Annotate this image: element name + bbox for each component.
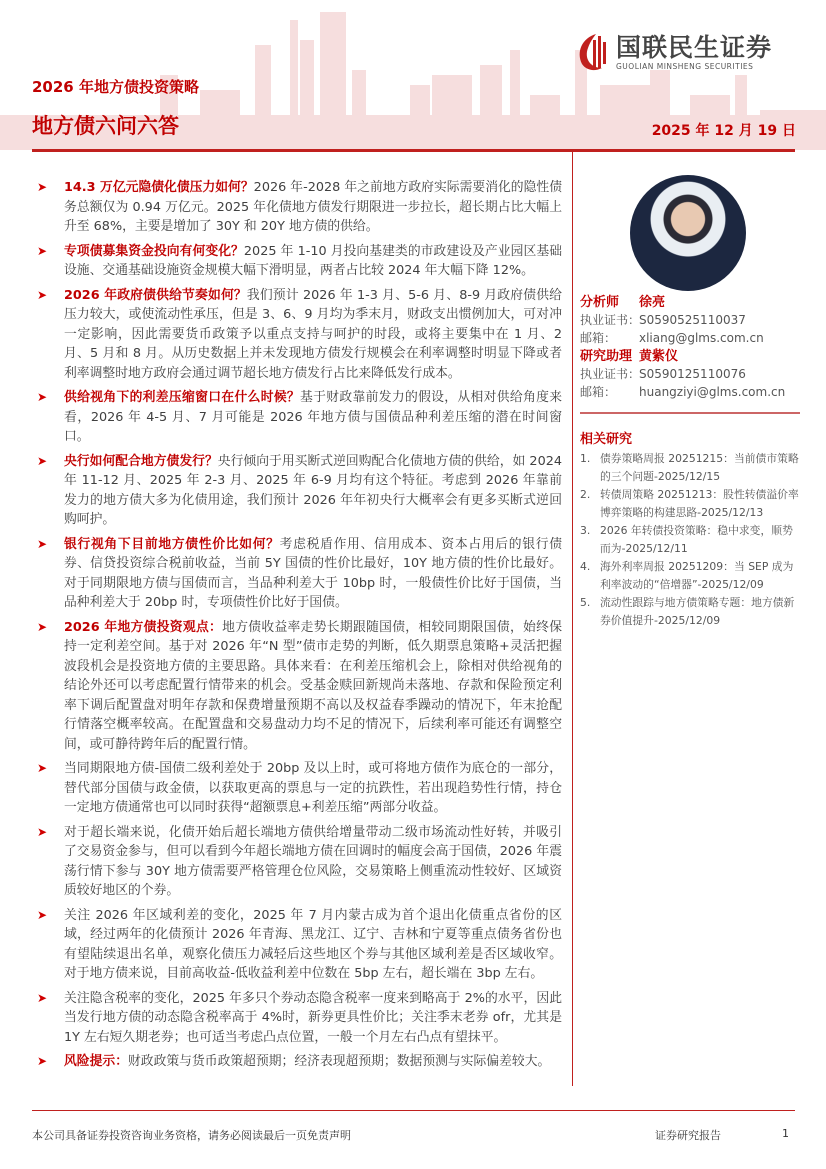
bullet-arrow-icon: ➤ xyxy=(37,907,48,922)
item-text xyxy=(64,618,562,755)
item-text xyxy=(64,535,562,613)
logo-mark-icon xyxy=(576,32,610,72)
item-highlight: 风险提示： xyxy=(64,1054,128,1069)
report-title: 地方债六问六答 xyxy=(32,114,179,138)
item-highlight: 供给视角下的利差压缩窗口在什么时候？ xyxy=(64,390,301,405)
cert-label: 执业证书： xyxy=(580,313,641,327)
item-number: 5. xyxy=(580,596,591,609)
assistant-email-row xyxy=(580,384,785,401)
page-number: 1 xyxy=(782,1127,789,1140)
item-body: 2026 年-2028 年之前地方政府实际需要消化的隐性债务总额仅为 0.94 万亿元。2025 年化债地方债发行期限进一步拉长，超长期占比大幅上升至 68%，主要是增加了 30Y 和 20Y 地方债的供给。 xyxy=(64,180,563,234)
item-body: 财政政策与货币政策超预期；经济表现超预期；数据预测与实际偏差较大。 xyxy=(127,1054,551,1069)
item-body: 2025 年 1-10 月投向基建类的市政建设及产业园区基础设施、交通基础设施资金规模大幅下滑明显，两者占比较 2024 年大幅下降 12%。 xyxy=(64,243,562,278)
analyst-cert-row xyxy=(580,312,746,329)
analyst-role: 分析师 xyxy=(580,295,620,310)
analyst-role-row xyxy=(580,294,665,311)
logo-cn: 国联民生证券 xyxy=(616,32,773,62)
bullet-arrow-icon: ➤ xyxy=(37,1054,48,1068)
header-divider xyxy=(32,149,795,152)
bullet-arrow-icon: ➤ xyxy=(37,990,48,1005)
item-body: 地方债收益率走势长期跟随国债，相较同期限国债，始终保持一定利差空间。基于对 2026 年“N 型”债市走势的判断，低久期票息策略+灵活把握波段机会是投资地方债的主要思路。具体来看：在利差压缩机会上，除相对供给视角的结论外还可以考虑配置行情带来的机会。受基金赎回新规尚未落地、存款和保险预定利率下调后配置盘对明年存款和保费增量预期不高以及权益春季躁动的情况下，年末抢配行情落空概率较高。在配置盘和交易盘动力均不足的情况下，后续利率可能还有调整空间，或可静待跨年后的配置行情。 xyxy=(64,619,563,752)
company-logo xyxy=(576,32,772,72)
sidebar-divider xyxy=(580,412,800,414)
summary-item xyxy=(34,1052,562,1072)
related-research-list xyxy=(580,450,802,630)
bullet-arrow-icon: ➤ xyxy=(37,536,48,551)
email-label: 邮箱： xyxy=(580,385,617,399)
footer-disclaimer: 本公司具备证券投资咨询业务资格，请务必阅读最后一页免责声明 xyxy=(32,1129,351,1142)
item-number: 4. xyxy=(580,560,591,573)
item-highlight: 2026 年地方债投资观点： xyxy=(64,619,223,635)
bullet-arrow-icon: ➤ xyxy=(37,390,48,404)
item-text xyxy=(64,906,562,984)
summary-item xyxy=(34,242,562,281)
item-title: 海外利率周报 20251209：当 SEP 成为利率波动的“倍增器”-2025/12/09 xyxy=(600,560,794,591)
item-body: 基于财政靠前发力的假设，从相对供给角度来看，2026 年 4-5 月、7 月可能是 2026 年地方债与国债品种利差压缩的潜在时间窗口。 xyxy=(64,390,563,444)
cert-label: 执业证书： xyxy=(580,367,641,381)
item-body: 我们预计 2026 年 1-3 月、5-6 月、8-9 月政府债供给压力较大，或使流动性承压，但是 3、6、9 月均为季末月，财政支出惯例加大，可对冲一定影响，因此需要货币政策予以重点支持与呵护的时段，或将主要集中在 1 月、2 月、5 月和 8 月。从历史数据上并未发现地方债发行规模会在利率调整时明显下降或者利率调整时地方政府会通过调节超长地方债发行占比来降低发行成本。 xyxy=(64,287,562,381)
item-highlight: 2026 年政府债供给节奏如何？ xyxy=(64,287,247,303)
assistant-role: 研究助理 xyxy=(580,349,633,364)
bullet-arrow-icon: ➤ xyxy=(37,287,48,302)
summary-item xyxy=(34,759,562,818)
item-title: 债券策略周报 20251215：当前债市策略的三个问题-2025/12/15 xyxy=(600,452,799,483)
item-highlight: 银行视角下目前地方债性价比如何？ xyxy=(64,536,280,552)
column-divider xyxy=(572,152,573,1086)
item-title: 转债周策略 20251213：股性转债溢价率博弈策略的构建思路-2025/12/13 xyxy=(600,488,799,519)
summary-item xyxy=(34,178,562,237)
summary-item xyxy=(34,823,562,901)
item-body: 考虑税盾作用、信用成本、资本占用后的银行债券、信贷投资综合税前收益，当前 5Y 国债的性价比最好，10Y 地方债的性价比最好。对于同期限地方债与国债而言，当品种利差大于 10bp 时，一般债性价比好于国债，当品种利差大于 20bp 时，专项债性价比好于国债。 xyxy=(64,536,563,610)
item-body: 关注 2026 年区域利差的变化，2025 年 7 月内蒙古成为首个退出化债重点省份的区域，经过两年的化债预计 2026 年青海、黑龙江、辽宁、吉林和宁夏等重点债务省份也有望陆续退出名单，观察化债压力减轻后这些地区个券与其他区域利差是否区域收窄。对于地方债来说，目前高收益-低收益利差中位数在 5bp 左右，超长端在 3bp 左右。 xyxy=(64,907,562,981)
item-number: 1. xyxy=(580,452,591,465)
item-body: 对于超长端来说，化债开始后超长端地方债供给增量带动二级市场流动性好转，并吸引了交易资金参与，但可以看到今年超长端地方债在回调时的幅度会高于国债，2026 年震荡行情下参与 30Y 地方债需要严格管理仓位风险，交易策略上侧重流动性较好、区域资质较好地区的个券。 xyxy=(64,824,562,898)
assistant-cert: S0590125110076 xyxy=(639,367,746,381)
item-number: 3. xyxy=(580,524,591,537)
email-label: 邮箱： xyxy=(580,331,617,345)
analyst-cert: S0590525110037 xyxy=(639,313,746,327)
item-text xyxy=(64,989,562,1048)
item-text xyxy=(64,823,562,901)
summary-item xyxy=(34,452,562,530)
related-research-item[interactable] xyxy=(580,558,802,594)
footer-report-type: 证券研究报告 xyxy=(655,1129,721,1142)
analyst-email[interactable]: xliang@glms.com.cn xyxy=(639,331,764,345)
assistant-email[interactable]: huangziyi@glms.com.cn xyxy=(639,385,786,399)
summary-item xyxy=(34,906,562,984)
summary-item xyxy=(34,286,562,384)
item-highlight: 央行如何配合地方债发行？ xyxy=(64,453,218,469)
assistant-cert-row xyxy=(580,366,746,383)
bullet-arrow-icon: ➤ xyxy=(37,453,48,468)
analyst-photo xyxy=(630,175,746,291)
related-research-item[interactable] xyxy=(580,594,802,630)
item-text xyxy=(64,242,562,281)
item-highlight: 专项债募集资金投向有何变化？ xyxy=(64,243,244,259)
analyst-name: 徐亮 xyxy=(639,295,666,310)
summary-item xyxy=(34,989,562,1048)
bullet-arrow-icon: ➤ xyxy=(37,180,48,194)
summary-item xyxy=(34,535,562,613)
item-text xyxy=(64,759,562,818)
assistant-role-row xyxy=(580,348,678,365)
item-title: 2026 年转债投资策略：稳中求变，顺势而为-2025/12/11 xyxy=(600,524,793,555)
item-text xyxy=(64,1052,550,1072)
related-research-item[interactable] xyxy=(580,486,802,522)
bullet-arrow-icon: ➤ xyxy=(37,243,48,258)
summary-item xyxy=(34,618,562,755)
item-text xyxy=(64,178,562,237)
report-date: 2025 年 12 月 19 日 xyxy=(651,123,796,139)
item-number: 2. xyxy=(580,488,591,501)
analyst-email-row xyxy=(580,330,764,347)
item-highlight: 14.3 万亿元隐债化债压力如何？ xyxy=(64,180,254,195)
report-subtitle: 2026 年地方债投资策略 xyxy=(32,78,199,96)
assistant-name: 黄紫仪 xyxy=(639,349,679,364)
item-text xyxy=(64,286,562,384)
item-body: 当同期限地方债-国债二级利差处于 20bp 及以上时，或可将地方债作为底仓的一部分，替代部分国债与政金债，以获取更高的票息与一定的抗跌性，若出现趋势性行情，持仓一定地方债通常也可以同时获得“超额票息+利差压缩”两部分收益。 xyxy=(64,761,562,815)
summary-list xyxy=(34,178,562,1077)
bullet-arrow-icon: ➤ xyxy=(37,761,48,775)
item-title: 流动性跟踪与地方债策略专题：地方债新券价值提升-2025/12/09 xyxy=(600,596,795,627)
summary-item xyxy=(34,388,562,447)
related-research-item[interactable] xyxy=(580,522,802,558)
logo-en: GUOLIAN MINSHENG SECURITIES xyxy=(616,61,754,71)
item-text xyxy=(64,388,562,447)
item-body: 关注隐含税率的变化，2025 年多只个券动态隐含税率一度来到略高于 2%的水平，因此当发行地方债的动态隐含税率高于 4%时，新券更具性价比；关注季末老券 ofr，尤其是 1Y 左右短久期老券；也可适当考虑凸点位置，一般一个月左右凸点有望抹平。 xyxy=(64,990,562,1045)
item-text xyxy=(64,452,562,530)
item-body: 央行倾向于用买断式逆回购配合化债地方债的供给，如 2024 年 11-12 月、2025 年 2-3 月、2025 年 6-9 月均有这个特征。考虑到 2026 年靠前发力的地方债大多为化债用途，我们预计 2026 年年初央行大概率会有更多买断式逆回购呵护。 xyxy=(64,453,562,527)
bullet-arrow-icon: ➤ xyxy=(37,619,48,634)
related-research-title: 相关研究 xyxy=(580,432,633,447)
bullet-arrow-icon: ➤ xyxy=(37,824,48,839)
footer-divider xyxy=(32,1110,795,1111)
related-research-item[interactable] xyxy=(580,450,802,486)
